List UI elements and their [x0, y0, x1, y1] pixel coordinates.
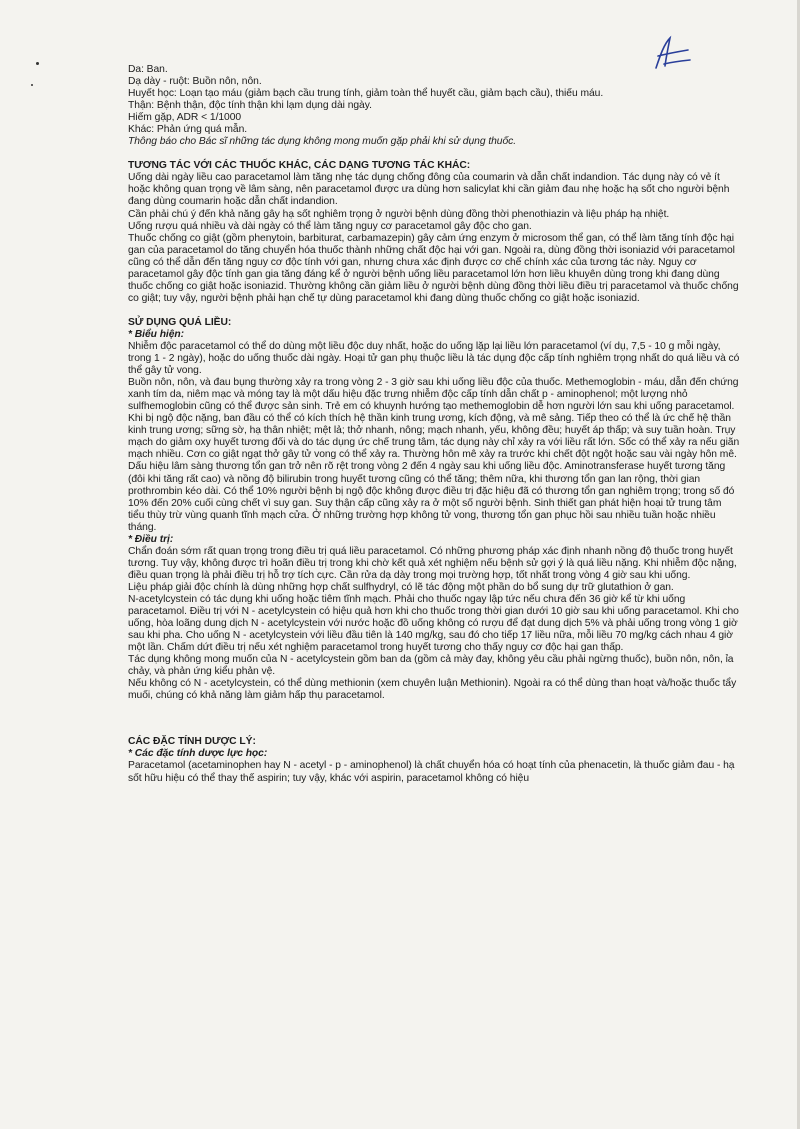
- paragraph: N-acetylcystein có tác dụng khi uống hoặc tiêm tĩnh mạch. Phải cho thuốc ngay lập tức nếu chưa đến 36 giờ kể từ khi uống paracetamol. Điều trị với N - acetylcystein có hiệu quả hơn khi cho thuốc trong thời gian dưới 10 giờ sau khi uống paracetamol. Khi cho uống, hòa loãng dung dịch N - acetylcystein với nước hoặc đồ uống không có rượu để đạt dung dịch 5% và phải uống trong vòng 1 giờ sau khi pha. Cho uống N - acetylcystein với liều đầu tiên là 140 mg/kg, sau đó cho tiếp 17 liều nữa, mỗi liều 70 mg/kg cách nhau 4 giờ một lần. Chấm dứt điều trị nếu xét nghiệm paracetamol trong huyết tương cho thấy nguy cơ độc hại gan thấp.: [128, 593, 739, 654]
- symptoms-heading: * Biểu hiện:: [128, 328, 185, 340]
- notice-text: Thông báo cho Bác sĩ những tác dụng không mong muốn gặp phải khi sử dụng thuốc.: [128, 136, 517, 148]
- paragraph: Cần phải chú ý đến khả năng gây hạ sốt nghiêm trọng ở người bệnh dùng đồng thời phenothiazin và liệu pháp hạ nhiệt.: [128, 208, 670, 220]
- paragraph: Dấu hiệu lâm sàng thương tổn gan trở nên rõ rệt trong vòng 2 đến 4 ngày sau khi uống liều độc. Aminotransferase huyết tương tăng (đôi khi tăng rất cao) và nồng độ bilirubin trong huyết tương cũng có thể tăng; thêm nữa, khi thương tổn gan lan rộng, thời gian prothrombin kéo dài. Có thể 10% người bệnh bị ngộ độc không được điều trị đặc hiệu đã có thương tổn gan nghiêm trọng; trong số đó 10% đến 20% cuối cùng chết vì suy gan. Suy thận cấp cũng xảy ra ở một số người bệnh. Sinh thiết gan phát hiện hoại tử trung tâm tiểu thùy trừ vùng quanh tĩnh mạch cửa. Ở những trường hợp không tử vong, thương tổn gan phục hồi sau nhiều tuần hoặc nhiều tháng.: [128, 461, 735, 533]
- overdose-heading: SỬ DỤNG QUÁ LIỀU:: [128, 316, 232, 328]
- paragraph: Uống rượu quá nhiều và dài ngày có thể làm tăng nguy cơ paracetamol gây độc cho gan.: [128, 220, 532, 232]
- text-line: Huyết học: Loạn tạo máu (giảm bạch cầu trung tính, giảm toàn thể huyết cầu, giảm bạch cầu), thiếu máu.: [128, 88, 604, 100]
- interactions-heading: TƯƠNG TÁC VỚI CÁC THUỐC KHÁC, CÁC DẠNG TƯƠNG TÁC KHÁC:: [128, 160, 471, 172]
- pharmacodynamics-heading: * Các đặc tính dược lực học:: [128, 748, 268, 760]
- pharmacology-heading: CÁC ĐẶC TÍNH DƯỢC LÝ:: [128, 736, 256, 748]
- paragraph: Uống dài ngày liều cao paracetamol làm tăng nhẹ tác dụng chống đông của coumarin và dẫn chất indandion. Tác dụng này có vẻ ít hoặc không quan trọng về lâm sàng, nên paracetamol được ưa dùng hơn salicylat khi cần giảm đau nhẹ hoặc hạ sốt cho người bệnh đang dùng coumarin hoặc dẫn chất indandion.: [128, 172, 730, 208]
- text-line: Thận: Bệnh thận, độc tính thận khi lạm dụng dài ngày.: [128, 100, 372, 112]
- paragraph: Tác dụng không mong muốn của N - acetylcystein gồm ban da (gồm cả mày đay, không yêu cầu phải ngừng thuốc), buồn nôn, nôn, ỉa chảy, và phản ứng kiểu phản vệ.: [128, 654, 734, 678]
- paragraph: Khi bị ngộ độc nặng, ban đầu có thể có kích thích hệ thần kinh trung ương, kích động, và mê sảng. Tiếp theo có thể là ức chế hệ thần kinh trung ương; sững sờ, hạ thân nhiệt; mệt lả; thở nhanh, nông; mạch nhanh, yếu, không đều; huyết áp thấp; và suy tuần hoàn. Trụy mạch do giảm oxy huyết tương đối và do tác dụng ức chế trung tâm, tác dụng này chỉ xảy ra với liều rất lớn. Sốc có thể xảy ra nếu giãn mạch nhiều. Cơn co giật ngạt thở gây tử vong có thể xảy ra. Thường hôn mê xảy ra trước khi chết đột ngột hoặc sau vài ngày hôn mê.: [128, 413, 740, 461]
- paragraph: Paracetamol (acetaminophen hay N - acetyl - p - aminophenol) là chất chuyển hóa có hoạt tính của phenacetin, là thuốc giảm đau - hạ sốt hữu hiệu có thể thay thế aspirin; tuy vậy, khác với aspirin, paracetamol không có hiệu: [128, 760, 735, 784]
- paragraph: Liệu pháp giải độc chính là dùng những hợp chất sulfhydryl, có lẽ tác động một phần do bổ sung dự trữ glutathion ở gan.: [128, 581, 674, 593]
- treatment-heading: * Điều trị:: [128, 533, 174, 545]
- scan-speck: [36, 62, 39, 65]
- paragraph: Chẩn đoán sớm rất quan trọng trong điều trị quá liều paracetamol. Có những phương pháp xác định nhanh nồng độ thuốc trong huyết tương. Tuy vậy, không được trì hoãn điều trị trong khi chờ kết quả xét nghiệm nếu bệnh sử gợi ý là quá liều nặng. Khi nhiễm độc nặng, điều quan trọng là phải điều trị hỗ trợ tích cực. Cần rửa dạ dày trong mọi trường hợp, tốt nhất trong vòng 4 giờ sau khi uống.: [128, 545, 737, 581]
- document-body: [128, 64, 740, 785]
- text-line: Khác: Phản ứng quá mẫn.: [128, 124, 248, 136]
- text-line: Dạ dày - ruột: Buồn nôn, nôn.: [128, 76, 262, 88]
- text-line: Hiếm gặp, ADR < 1/1000: [128, 112, 242, 124]
- paragraph: Nhiễm độc paracetamol có thể do dùng một liều độc duy nhất, hoặc do uống lặp lại liều lớn paracetamol (ví dụ, 7,5 - 10 g mỗi ngày, trong 1 - 2 ngày), hoặc do uống thuốc dài ngày. Hoại tử gan phụ thuộc liều là tác dụng độc cấp tính nghiêm trọng nhất do quá liều và có thể gây tử vong.: [128, 340, 740, 377]
- paragraph: Thuốc chống co giật (gồm phenytoin, barbiturat, carbamazepin) gây cảm ứng enzym ở microsom thể gan, có thể làm tăng tính độc hại gan của paracetamol do tăng chuyển hóa thuốc thành những chất độc hại với gan. Ngoài ra, dùng đồng thời isoniazid với paracetamol cũng có thể dẫn đến tăng nguy cơ độc tính với gan, nhưng chưa xác định được cơ chế chính xác của tương tác này. Nguy cơ paracetamol gây độc tính gan gia tăng đáng kể ở người bệnh uống liều paracetamol lớn hơn liều khuyên dùng trong khi đang dùng thuốc chống co giật hoặc isoniazid. Thường không cần giảm liều ở người bệnh dùng đồng thời liều điều trị paracetamol và thuốc chống co giật; tuy vậy, người bệnh phải hạn chế tự dùng paracetamol khi đang dùng thuốc chống co giật hoặc isoniazid.: [128, 232, 739, 304]
- paragraph: Buồn nôn, nôn, và đau bụng thường xảy ra trong vòng 2 - 3 giờ sau khi uống liều độc của thuốc. Methemoglobin - máu, dẫn đến chứng xanh tím da, niêm mạc và móng tay là một dấu hiệu đặc trưng nhiễm độc cấp tính dẫn chất p - aminophenol; một lượng nhỏ sulfhemoglobin cũng có thể được sản sinh. Trẻ em có khuynh hướng tạo methemoglobin dễ hơn người lớn sau khi uống paracetamol.: [128, 377, 739, 413]
- paragraph: Nếu không có N - acetylcystein, có thể dùng methionin (xem chuyên luận Methionin). Ngoài ra có thể dùng than hoạt và/hoặc thuốc tẩy muối, chúng có khả năng làm giảm hấp thụ paracetamol.: [128, 678, 737, 702]
- text-line: Da: Ban.: [128, 64, 168, 75]
- scan-speck: [31, 84, 33, 86]
